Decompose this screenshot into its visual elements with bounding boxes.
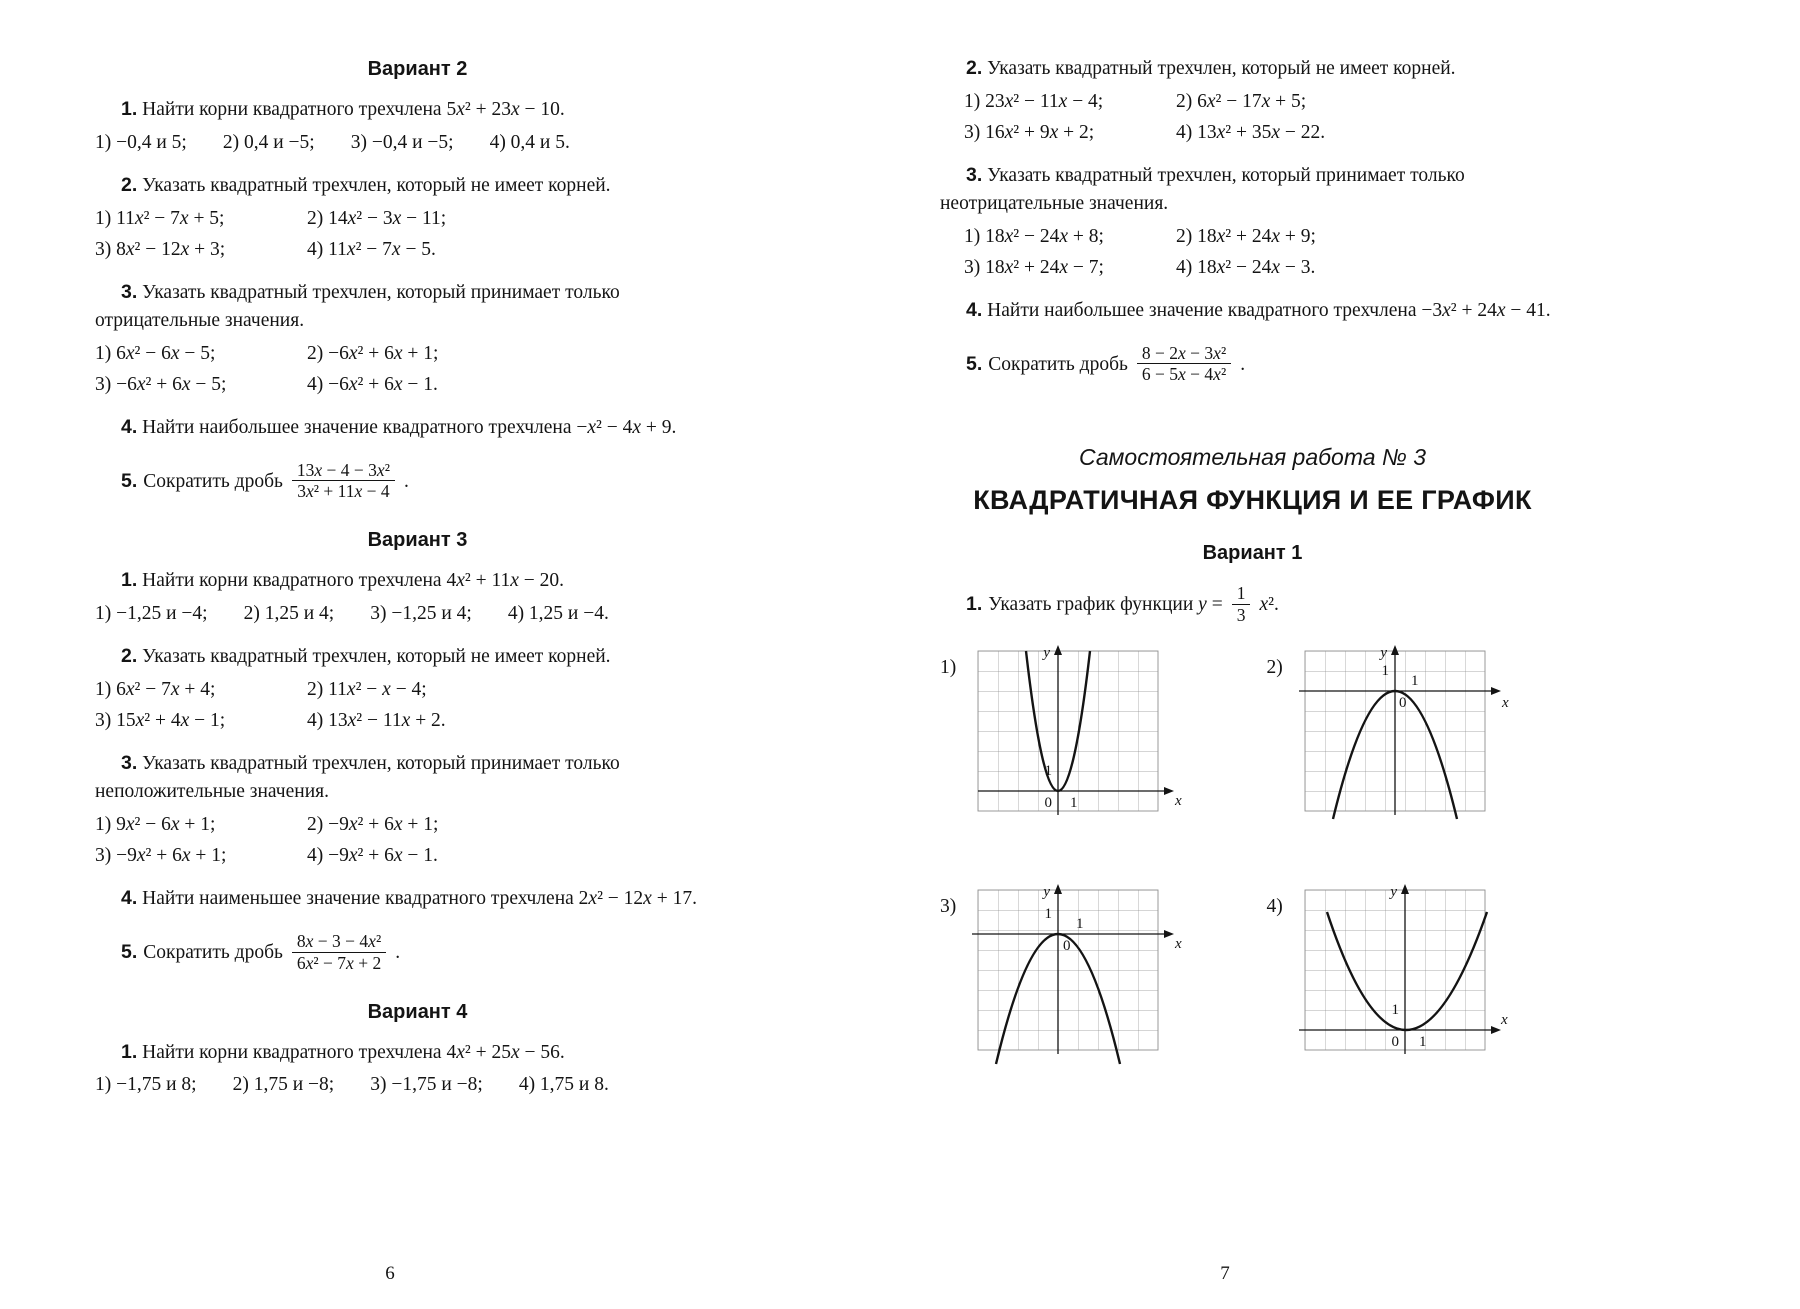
- fraction-numerator: 8 − 2x − 3x²: [1141, 342, 1227, 363]
- graph-option-label: 4): [1266, 895, 1283, 917]
- answer-option: 3) 8x² − 12x + 3;: [95, 238, 226, 260]
- problem-text: Указать квадратный трехчлен, который не имеет корней.: [987, 58, 1456, 79]
- problem-text: Найти корни квадратного трехчлена 4x² + 25x − 56.: [142, 1041, 565, 1063]
- y-unit-label: 1: [1044, 905, 1053, 922]
- y-axis-label: y: [1043, 644, 1051, 661]
- answer-option: 3) 15x² + 4x − 1;: [95, 710, 226, 732]
- page-right: [860, 0, 1800, 1309]
- answer-option: 1) 23x² − 11x − 4;: [964, 90, 1104, 112]
- work-title: Самостоятельная работа № 3: [1078, 444, 1427, 471]
- answer-option: 1) −0,4 и 5;: [95, 131, 187, 153]
- problem-number: 2.: [121, 645, 138, 668]
- answer-option: 3) 16x² + 9x + 2;: [964, 121, 1095, 143]
- answer-option: 3) 18x² + 24x − 7;: [964, 256, 1104, 278]
- problem-suffix: .: [403, 470, 409, 492]
- answer-options-row: [95, 842, 740, 870]
- answer-option: 2) 1,75 и −8;: [232, 1074, 335, 1096]
- answer-option: 1) −1,25 и −4;: [95, 602, 208, 624]
- answer-options-row: [940, 88, 1565, 116]
- x-axis-label: x: [1500, 1011, 1508, 1028]
- fraction-denominator: 3x² + 11x − 4: [292, 480, 395, 503]
- page-number: 7: [1220, 1263, 1230, 1284]
- answer-option: 4) 1,75 и 8.: [518, 1074, 609, 1096]
- page-number: 6: [385, 1263, 395, 1284]
- graph-option-3: [940, 882, 1239, 1087]
- problem-number: 5.: [966, 352, 983, 375]
- y-unit-label: 1: [1044, 762, 1053, 779]
- problem-number: 2.: [121, 173, 138, 196]
- answer-options-row: [95, 236, 740, 264]
- problem-text: Указать квадратный трехчлен, который принимает только неотрицательные значения.: [940, 165, 1465, 214]
- origin-label: 0: [1044, 794, 1053, 811]
- answer-options-row: [940, 223, 1565, 251]
- answer-option: 3) −1,75 и −8;: [370, 1074, 483, 1096]
- origin-label: 0: [1063, 937, 1071, 954]
- problem: [95, 414, 740, 442]
- answer-options-row: [95, 1071, 740, 1099]
- problem: [95, 279, 740, 334]
- page-left: [0, 0, 860, 1309]
- problem-number: 2.: [966, 57, 983, 79]
- fraction: [292, 931, 386, 975]
- problem-text: Указать квадратный трехчлен, который принимает только неположительные значения.: [95, 753, 620, 803]
- fraction: [1232, 583, 1251, 627]
- answer-option: 4) 18x² − 24x − 3.: [1176, 256, 1316, 278]
- answer-option: 2) 0,4 и −5;: [222, 131, 315, 153]
- x-axis-label: x: [1501, 694, 1509, 711]
- problem: [95, 931, 740, 975]
- answer-option: 2) 11x² − x − 4;: [307, 678, 427, 700]
- problem-number: 4.: [121, 416, 138, 439]
- answer-option: 1) 6x² − 6x − 5;: [95, 342, 216, 364]
- problem-text: Указать квадратный трехчлен, который не имеет корней.: [142, 174, 611, 196]
- answer-option: 1) 6x² − 7x + 4;: [95, 678, 216, 700]
- problem: [95, 96, 740, 124]
- problem-number: 1.: [121, 98, 138, 120]
- graph-option-label: 3): [940, 895, 957, 917]
- answer-options-row: [95, 811, 740, 839]
- right-page-problems: [940, 55, 1565, 386]
- problem-text: Найти наибольшее значение квадратного трехчлена −x² − 4x + 9.: [142, 417, 677, 439]
- problem-number: 3.: [121, 281, 138, 304]
- problem-text: Сократить дробь: [143, 470, 283, 492]
- answer-options-row: [95, 676, 740, 704]
- x-axis-label: x: [1175, 792, 1182, 809]
- fraction-numerator: 1: [1236, 583, 1246, 604]
- problem-text: Указать график функции y =: [988, 594, 1223, 616]
- fraction: [1137, 343, 1231, 387]
- problem-number: 4.: [966, 299, 983, 322]
- answer-option: 3) −1,25 и 4;: [370, 602, 472, 624]
- y-axis-label: y: [1043, 883, 1051, 900]
- graph-option-4: [1267, 882, 1566, 1087]
- variant-title: Вариант 4: [367, 1000, 468, 1023]
- answer-option: 4) −9x² + 6x − 1.: [307, 845, 438, 867]
- problem-text: Сократить дробь: [143, 941, 283, 963]
- problem-number: 5.: [121, 469, 138, 492]
- problem: [95, 1039, 740, 1067]
- x-unit-label: 1: [1076, 915, 1084, 932]
- graphs-grid: [940, 643, 1565, 1087]
- problem-number: 5.: [121, 940, 138, 963]
- problem-text: Указать квадратный трехчлен, который не имеет корней.: [142, 646, 611, 668]
- answer-option: 4) 0,4 и 5.: [489, 131, 570, 153]
- answer-option: 3) −0,4 и −5;: [350, 131, 454, 153]
- origin-label: 0: [1391, 1033, 1399, 1050]
- problem-number: 4.: [121, 887, 138, 910]
- answer-option: 2) 1,25 и 4;: [243, 602, 335, 624]
- problem-number: 3.: [966, 164, 983, 187]
- y-unit-label: 1: [1391, 1001, 1399, 1018]
- fraction-numerator: 8x − 3 − 4x²: [296, 931, 382, 952]
- parabola-graph-2: [1287, 643, 1537, 848]
- y-axis-label: y: [1380, 644, 1387, 661]
- fraction: [292, 460, 395, 504]
- problem-suffix: x².: [1259, 594, 1279, 616]
- answer-option: 3) −6x² + 6x − 5;: [95, 373, 227, 395]
- variant-title: Вариант 1: [1202, 542, 1303, 565]
- problem-number: 3.: [121, 752, 138, 775]
- answer-option: 3) −9x² + 6x + 1;: [95, 845, 227, 867]
- problem: [95, 643, 740, 671]
- problem: [940, 297, 1565, 325]
- answer-options-row: [95, 600, 740, 628]
- answer-option: 4) 11x² − 7x − 5.: [307, 238, 436, 260]
- problem: [940, 343, 1565, 387]
- problem-number: 1.: [966, 593, 983, 616]
- answer-option: 2) 14x² − 3x − 11;: [307, 207, 447, 229]
- fraction-denominator: 3: [1232, 604, 1251, 627]
- answer-options-row: [940, 254, 1565, 282]
- answer-option: 1) 11x² − 7x + 5;: [95, 207, 225, 229]
- x-unit-label: 1: [1418, 1033, 1427, 1050]
- fraction-numerator: 13x − 4 − 3x²: [296, 459, 390, 480]
- x-unit-label: 1: [1410, 672, 1419, 689]
- problem: [95, 460, 740, 504]
- problem: [95, 567, 740, 595]
- variant-title: Вариант 2: [367, 58, 468, 80]
- answer-options-row: [940, 119, 1565, 147]
- problem-number: 1.: [121, 1040, 138, 1063]
- variant-title: Вариант 3: [367, 529, 468, 552]
- answer-options-row: [95, 340, 740, 368]
- parabola-graph-4: [1287, 882, 1537, 1087]
- parabola-graph-1: [960, 643, 1210, 848]
- problem: [940, 55, 1565, 83]
- problem: [940, 162, 1565, 217]
- answer-option: 2) 6x² − 17x + 5;: [1176, 90, 1307, 112]
- main-title: КВАДРАТИЧНАЯ ФУНКЦИЯ И ЕЕ ГРАФИК: [973, 485, 1532, 516]
- graph-option-label: 1): [940, 656, 957, 678]
- answer-options-row: [95, 205, 740, 233]
- problem-text: Найти наименьшее значение квадратного трехчлена 2x² − 12x + 17.: [142, 888, 697, 910]
- problem-text: Найти корни квадратного трехчлена 5x² + 23x − 10.: [142, 99, 565, 120]
- problem-text: Найти наибольшее значение квадратного трехчлена −3x² + 24x − 41.: [987, 300, 1551, 322]
- problem-suffix: .: [1240, 353, 1246, 375]
- problem: [95, 750, 740, 805]
- problem-text: Сократить дробь: [988, 353, 1128, 375]
- answer-options-row: [95, 129, 740, 157]
- problem-text: Найти корни квадратного трехчлена 4x² + 11x − 20.: [142, 570, 565, 592]
- answer-option: 4) 1,25 и −4.: [507, 602, 609, 624]
- problem: [95, 885, 740, 913]
- answer-option: 4) −6x² + 6x − 1.: [307, 373, 438, 395]
- origin-label: 0: [1398, 694, 1407, 711]
- fraction-denominator: 6 − 5x − 4x²: [1137, 363, 1231, 386]
- fraction-denominator: 6x² − 7x + 2: [292, 952, 386, 975]
- answer-option: 1) −1,75 и 8;: [95, 1074, 197, 1096]
- answer-option: 1) 18x² − 24x + 8;: [964, 225, 1104, 247]
- graph-option-label: 2): [1266, 656, 1283, 678]
- problem: [940, 583, 1565, 627]
- x-unit-label: 1: [1070, 794, 1078, 811]
- answer-option: 2) −6x² + 6x + 1;: [307, 342, 439, 364]
- left-page-content: [95, 58, 740, 1100]
- problem: [95, 172, 740, 200]
- graph-option-1: [940, 643, 1239, 848]
- answer-options-row: [95, 707, 740, 735]
- answer-option: 4) 13x² − 11x + 2.: [307, 710, 446, 732]
- problem-suffix: .: [395, 941, 401, 963]
- parabola-graph-3: [960, 882, 1210, 1087]
- answer-options-row: [95, 371, 740, 399]
- problem-number: 1.: [121, 569, 138, 592]
- graph-option-2: [1267, 643, 1566, 848]
- y-axis-label: y: [1390, 883, 1397, 900]
- answer-option: 2) −9x² + 6x + 1;: [307, 813, 439, 835]
- y-unit-label: 1: [1381, 662, 1389, 679]
- answer-option: 4) 13x² + 35x − 22.: [1176, 121, 1326, 143]
- answer-option: 2) 18x² + 24x + 9;: [1176, 225, 1316, 247]
- problem-text: Указать квадратный трехчлен, который принимает только отрицательные значения.: [95, 282, 620, 331]
- answer-option: 1) 9x² − 6x + 1;: [95, 813, 216, 835]
- x-axis-label: x: [1175, 935, 1182, 952]
